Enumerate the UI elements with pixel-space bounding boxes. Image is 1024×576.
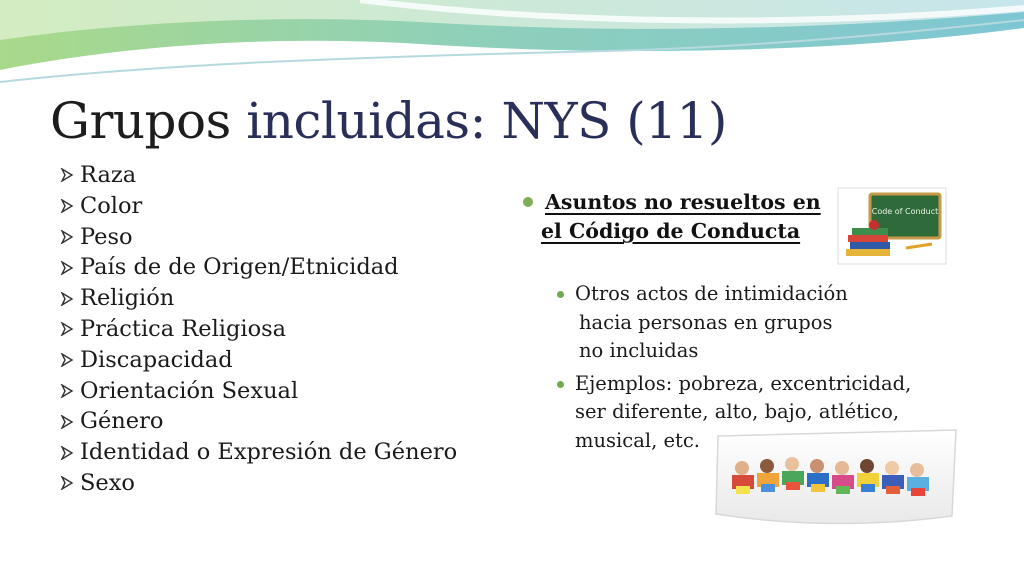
list-item: Otros actos de intimidación hacia personas en grupos no incluidas bbox=[555, 280, 911, 366]
list-item: Peso bbox=[60, 222, 457, 253]
arrow-bullet-icon bbox=[60, 446, 74, 460]
header-wave-decoration bbox=[0, 0, 1024, 100]
arrow-bullet-icon bbox=[60, 353, 74, 367]
arrow-bullet-icon bbox=[60, 168, 74, 182]
children-reading-image bbox=[712, 428, 960, 538]
arrow-bullet-icon bbox=[60, 230, 74, 244]
list-item: Sexo bbox=[60, 468, 457, 499]
slide-title bbox=[50, 92, 727, 150]
arrow-bullet-icon bbox=[60, 476, 74, 490]
list-item: Raza bbox=[60, 160, 457, 191]
arrow-bullet-icon bbox=[60, 384, 74, 398]
heading-line-2: el Código de Conducta bbox=[541, 219, 801, 243]
protected-groups-list bbox=[60, 160, 457, 499]
list-item: Ejemplos: pobreza, excentricidad, ser diferente, alto, bajo, atlético, musical, etc. bbox=[555, 370, 911, 456]
list-item: Identidad o Expresión de Género bbox=[60, 437, 457, 468]
list-item: Discapacidad bbox=[60, 345, 457, 376]
list-item: Género bbox=[60, 406, 457, 437]
bullet-dot-icon bbox=[523, 197, 533, 207]
list-item: Color bbox=[60, 191, 457, 222]
code-of-conduct-image bbox=[836, 186, 948, 266]
arrow-bullet-icon bbox=[60, 322, 74, 336]
list-item: Orientación Sexual bbox=[60, 376, 457, 407]
arrow-bullet-icon bbox=[60, 261, 74, 275]
arrow-bullet-icon bbox=[60, 415, 74, 429]
list-item: País de de Origen/Etnicidad bbox=[60, 252, 457, 283]
bullet-dot-icon bbox=[557, 381, 564, 388]
arrow-bullet-icon bbox=[60, 292, 74, 306]
arrow-bullet-icon bbox=[60, 199, 74, 213]
bullet-dot-icon bbox=[557, 291, 564, 298]
board-text: Code of Conduct bbox=[871, 207, 939, 216]
title-part-2: incluidas: NYS (11) bbox=[246, 92, 727, 150]
title-part-1: Grupos bbox=[50, 92, 231, 150]
list-item: Religión bbox=[60, 283, 457, 314]
list-item: Práctica Religiosa bbox=[60, 314, 457, 345]
heading-line-1: Asuntos no resueltos en bbox=[545, 190, 821, 214]
